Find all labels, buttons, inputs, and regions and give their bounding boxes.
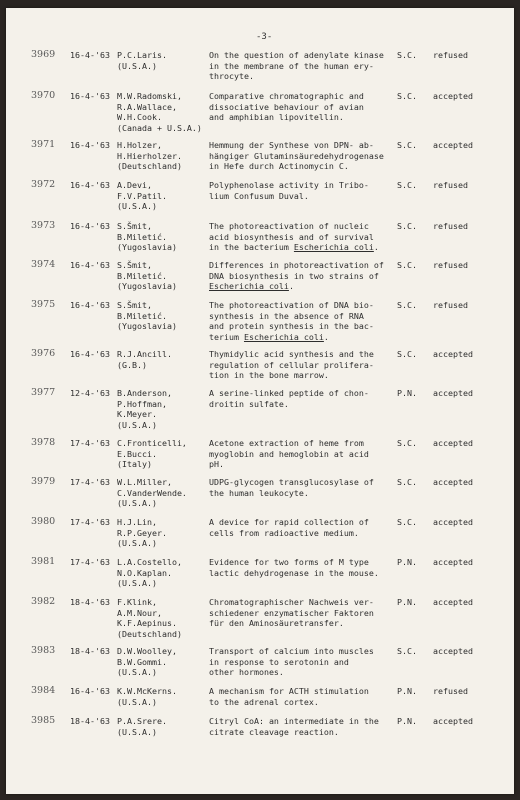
title-text: lactic dehydrogenase in the mouse. <box>209 567 379 578</box>
title-line <box>209 50 384 61</box>
author-line: R.J.Ancill. <box>117 349 172 359</box>
entry-date: 18-4-'63 <box>70 646 110 656</box>
title-line <box>209 349 374 360</box>
title-text: synthesis in the absence of RNA <box>209 310 364 321</box>
title-line <box>209 161 384 172</box>
title-text: in the bacterium <box>209 242 294 253</box>
title-line <box>209 399 369 410</box>
entry-title <box>209 686 369 707</box>
title-line <box>209 281 384 292</box>
author-line: B.Miletić. <box>117 270 167 281</box>
title-line <box>209 646 374 657</box>
title-line <box>209 459 369 470</box>
author-line: P.C.Laris. <box>117 50 167 60</box>
title-line <box>209 517 369 528</box>
entry-title <box>209 517 369 538</box>
entry-authors <box>117 388 172 430</box>
title-line <box>209 618 374 629</box>
author-line: R.A.Wallace, <box>117 101 177 112</box>
title-line <box>209 271 384 282</box>
entry-number: 3981 <box>31 556 56 567</box>
entry-code: S.C. <box>397 140 417 150</box>
entry-code: S.C. <box>397 300 417 310</box>
entry-authors <box>117 557 182 589</box>
title-underlined: Escherichia coli <box>293 242 374 253</box>
entry-date: 16-4-'63 <box>70 180 110 190</box>
page-number: -3- <box>256 32 273 42</box>
title-line <box>209 242 379 253</box>
title-line <box>209 597 374 608</box>
entry-title <box>209 716 379 737</box>
author-line: S.Šmit, <box>117 260 152 270</box>
author-line: (Yugoslavia) <box>117 321 177 332</box>
author-line: (U.S.A.) <box>117 60 157 71</box>
entry-date: 16-4-'63 <box>70 686 110 696</box>
author-line: H.Hierholzer. <box>117 150 182 161</box>
entry-authors <box>117 180 167 212</box>
entry-code: S.C. <box>397 349 417 359</box>
entry-authors <box>117 517 167 549</box>
entry-code: P.N. <box>397 597 417 607</box>
entry-title <box>209 140 384 172</box>
author-line: E.Bucci. <box>117 448 157 459</box>
entry-authors <box>117 438 187 470</box>
title-text: to the adrenal cortex. <box>209 696 319 707</box>
title-text: in the membrane of the human ery- <box>209 60 374 71</box>
author-line: (U.S.A.) <box>117 578 157 589</box>
entry-decision: accepted <box>433 349 473 359</box>
entry-date: 18-4-'63 <box>70 597 110 607</box>
author-line: B.W.Gommi. <box>117 656 167 667</box>
entry-authors <box>117 50 167 71</box>
title-line <box>209 488 374 499</box>
title-line <box>209 232 379 243</box>
title-line <box>209 221 379 232</box>
title-line <box>209 61 384 72</box>
title-text: Polyphenolase activity in Tribo- <box>209 180 369 190</box>
author-line: P.Hoffman, <box>117 398 167 409</box>
entry-number: 3978 <box>31 437 56 448</box>
author-line: W.L.Miller, <box>117 477 172 487</box>
title-text: throcyte. <box>209 71 254 82</box>
title-line <box>209 360 374 371</box>
title-text: On the question of adenylate kinase <box>209 50 384 60</box>
title-line <box>209 370 374 381</box>
title-text: The photoreactivation of DNA bio- <box>209 300 374 310</box>
author-line: W.H.Cook. <box>117 112 162 123</box>
entry-authors <box>117 300 177 332</box>
title-text: dissociative behaviour of avian <box>209 101 364 112</box>
entry-date: 16-4-'63 <box>70 349 110 359</box>
entry-decision: accepted <box>433 388 473 398</box>
entry-code: P.N. <box>397 388 417 398</box>
title-line <box>209 71 384 82</box>
title-line <box>209 91 364 102</box>
title-text: in Hefe durch Actinomycin C. <box>209 161 349 172</box>
entry-title <box>209 438 369 470</box>
author-line: C.VanderWende. <box>117 487 187 498</box>
title-text: Hemmung der Synthese von DPN- ab- <box>209 140 374 150</box>
entry-date: 17-4-'63 <box>70 477 110 487</box>
entry-decision: accepted <box>433 140 473 150</box>
title-text: Citryl CoA: an intermediate in the <box>209 716 379 726</box>
author-line: S.Šmit, <box>117 300 152 310</box>
entry-code: S.C. <box>397 221 417 231</box>
title-text: droitin sulfate. <box>209 398 289 409</box>
entry-date: 16-4-'63 <box>70 260 110 270</box>
title-line <box>209 727 379 738</box>
entry-title <box>209 477 374 498</box>
entry-authors <box>117 221 177 253</box>
title-line <box>209 667 374 678</box>
title-line <box>209 438 369 449</box>
author-line: F.V.Patil. <box>117 190 167 201</box>
author-line: (U.S.A.) <box>117 498 157 509</box>
entry-decision: accepted <box>433 517 473 527</box>
title-text: Chromatographischer Nachweis ver- <box>209 597 374 607</box>
author-line: M.W.Radomski, <box>117 91 182 101</box>
author-line: K.F.Aepinus. <box>117 618 177 629</box>
author-line: A.M.Nour, <box>117 607 162 618</box>
author-line: (U.S.A.) <box>117 419 157 430</box>
title-line <box>209 311 374 322</box>
title-after: . <box>288 281 294 292</box>
title-line <box>209 260 384 271</box>
entry-number: 3980 <box>31 516 56 527</box>
title-text: UDPG-glycogen transglucosylase of <box>209 477 374 487</box>
entry-decision: refused <box>433 221 468 231</box>
title-line <box>209 151 384 162</box>
entry-number: 3974 <box>31 259 56 270</box>
entry-decision: accepted <box>433 557 473 567</box>
title-line <box>209 321 374 332</box>
author-line: A.Devi, <box>117 180 152 190</box>
entry-title <box>209 260 384 292</box>
title-text: myoglobin and hemoglobin at acid <box>209 448 369 459</box>
entry-code: S.C. <box>397 91 417 101</box>
title-text: in response to serotonin and <box>209 656 349 667</box>
title-text: citrate cleavage reaction. <box>209 726 339 737</box>
author-line: (Deutschland) <box>117 161 182 172</box>
title-text: Acetone extraction of heme from <box>209 438 364 448</box>
title-text: schiedener enzymatischer Faktoren <box>209 607 374 618</box>
title-text: A device for rapid collection of <box>209 517 369 527</box>
title-text: hängiger Glutaminsäuredehydrogenase <box>209 150 384 161</box>
author-line: (Deutschland) <box>117 628 182 639</box>
author-line: B.Miletić. <box>117 231 167 242</box>
entry-decision: accepted <box>433 477 473 487</box>
entry-code: S.C. <box>397 260 417 270</box>
entry-title <box>209 300 374 342</box>
entry-authors <box>117 349 172 370</box>
title-text: Comparative chromatographic and <box>209 91 364 101</box>
entry-number: 3975 <box>31 299 56 310</box>
entry-number: 3971 <box>31 139 56 150</box>
entry-date: 17-4-'63 <box>70 557 110 567</box>
entry-authors <box>117 646 177 678</box>
title-text: Transport of calcium into muscles <box>209 646 374 656</box>
title-text: tion in the bone marrow. <box>209 370 329 381</box>
author-line: K.Meyer. <box>117 409 157 420</box>
entry-date: 18-4-'63 <box>70 716 110 726</box>
entry-title <box>209 349 374 381</box>
entry-date: 16-4-'63 <box>70 300 110 310</box>
title-text: Evidence for two forms of M type <box>209 557 369 567</box>
entry-authors <box>117 686 177 707</box>
entry-decision: accepted <box>433 646 473 656</box>
title-text: lium Confusum Duval. <box>209 190 309 201</box>
author-line: R.P.Geyer. <box>117 527 167 538</box>
entry-code: S.C. <box>397 477 417 487</box>
entry-date: 12-4-'63 <box>70 388 110 398</box>
title-text: The photoreactivation of nucleic <box>209 221 369 231</box>
entry-title <box>209 50 384 82</box>
entry-number: 3983 <box>31 645 56 656</box>
entry-authors <box>117 91 202 133</box>
title-text: A mechanism for ACTH stimulation <box>209 686 369 696</box>
entry-code: P.N. <box>397 686 417 696</box>
entry-title <box>209 91 364 123</box>
entry-code: S.C. <box>397 438 417 448</box>
entry-decision: refused <box>433 300 468 310</box>
entry-number: 3972 <box>31 179 56 190</box>
author-line: (U.S.A.) <box>117 726 157 737</box>
author-line: (Italy) <box>117 459 152 470</box>
entry-date: 16-4-'63 <box>70 91 110 101</box>
author-line: B.Anderson, <box>117 388 172 398</box>
title-line <box>209 102 364 113</box>
title-line <box>209 568 379 579</box>
author-line: H.Holzer, <box>117 140 162 150</box>
entry-title <box>209 388 369 409</box>
title-line <box>209 449 369 460</box>
entry-date: 16-4-'63 <box>70 50 110 60</box>
title-text: Thymidylic acid synthesis and the <box>209 349 374 359</box>
title-text: regulation of cellular prolifera- <box>209 359 374 370</box>
author-line: P.A.Srere. <box>117 716 167 726</box>
author-line: K.W.McKerns. <box>117 686 177 696</box>
title-text: terium <box>209 331 244 342</box>
entry-decision: accepted <box>433 716 473 726</box>
document-page <box>6 8 514 794</box>
entry-code: S.C. <box>397 646 417 656</box>
title-line <box>209 140 384 151</box>
entry-authors <box>117 260 177 292</box>
entry-decision: accepted <box>433 91 473 101</box>
title-text: and protein synthesis in the bac- <box>209 321 374 332</box>
title-line <box>209 180 369 191</box>
author-line: L.A.Costello, <box>117 557 182 567</box>
entry-date: 16-4-'63 <box>70 221 110 231</box>
entry-code: S.C. <box>397 517 417 527</box>
entry-code: P.N. <box>397 557 417 567</box>
entry-authors <box>117 140 182 172</box>
title-text: and amphibian lipovitellin. <box>209 112 344 123</box>
title-line <box>209 686 369 697</box>
author-line: F.Klink, <box>117 597 157 607</box>
entry-title <box>209 221 379 253</box>
title-text: für den Aminosäuretransfer. <box>209 618 344 629</box>
author-line: D.W.Woolley, <box>117 646 177 656</box>
entry-authors <box>117 477 187 509</box>
entry-code: S.C. <box>397 180 417 190</box>
author-line: N.O.Kaplan. <box>117 567 172 578</box>
entry-date: 17-4-'63 <box>70 517 110 527</box>
entry-decision: refused <box>433 260 468 270</box>
entry-number: 3973 <box>31 220 56 231</box>
title-line <box>209 697 369 708</box>
title-line <box>209 300 374 311</box>
author-line: (G.B.) <box>117 359 147 370</box>
entry-title <box>209 646 374 678</box>
title-line <box>209 716 379 727</box>
title-text: DNA biosynthesis in two strains of <box>209 270 379 281</box>
entry-title <box>209 557 379 578</box>
entry-title <box>209 180 369 201</box>
title-text: cells from radioactive medium. <box>209 527 359 538</box>
entry-authors <box>117 597 182 639</box>
title-line <box>209 191 369 202</box>
author-line: (Yugoslavia) <box>117 242 177 253</box>
author-line: (U.S.A.) <box>117 667 157 678</box>
title-text: pH. <box>209 459 224 470</box>
entry-decision: refused <box>433 50 468 60</box>
title-underlined: Escherichia coli <box>243 331 324 342</box>
author-line: C.Fronticelli, <box>117 438 187 448</box>
author-line: (U.S.A.) <box>117 538 157 549</box>
entry-date: 16-4-'63 <box>70 140 110 150</box>
author-line: B.Miletić. <box>117 310 167 321</box>
entry-decision: refused <box>433 686 468 696</box>
title-after: . <box>323 331 329 342</box>
title-text: the human leukocyte. <box>209 487 309 498</box>
entry-decision: accepted <box>433 597 473 607</box>
title-line <box>209 332 374 343</box>
title-line <box>209 657 374 668</box>
entry-number: 3970 <box>31 90 56 101</box>
entry-code: S.C. <box>397 50 417 60</box>
title-text: acid biosynthesis and of survival <box>209 231 374 242</box>
title-after: . <box>373 242 379 253</box>
entry-number: 3976 <box>31 348 56 359</box>
entry-number: 3977 <box>31 387 56 398</box>
title-text: other hormones. <box>209 667 284 678</box>
title-line <box>209 477 374 488</box>
entry-code: P.N. <box>397 716 417 726</box>
title-line <box>209 608 374 619</box>
entry-number: 3979 <box>31 476 56 487</box>
entry-title <box>209 597 374 629</box>
author-line: (U.S.A.) <box>117 696 157 707</box>
entry-number: 3982 <box>31 596 56 607</box>
author-line: (Yugoslavia) <box>117 281 177 292</box>
title-line <box>209 388 369 399</box>
title-line <box>209 528 369 539</box>
author-line: (Canada + U.S.A.) <box>117 122 202 133</box>
entry-date: 17-4-'63 <box>70 438 110 448</box>
entry-number: 3985 <box>31 715 56 726</box>
author-line: (U.S.A.) <box>117 201 157 212</box>
entry-number: 3969 <box>31 49 56 60</box>
title-text: A serine-linked peptide of chon- <box>209 388 369 398</box>
author-line: S.Šmit, <box>117 221 152 231</box>
entry-decision: accepted <box>433 438 473 448</box>
entry-authors <box>117 716 167 737</box>
title-text: Differences in photoreactivation of <box>209 260 384 270</box>
title-line <box>209 557 379 568</box>
entry-number: 3984 <box>31 685 56 696</box>
title-line <box>209 112 364 123</box>
author-line: H.J.Lin, <box>117 517 157 527</box>
title-underlined: Escherichia coli <box>209 281 289 292</box>
entry-decision: refused <box>433 180 468 190</box>
